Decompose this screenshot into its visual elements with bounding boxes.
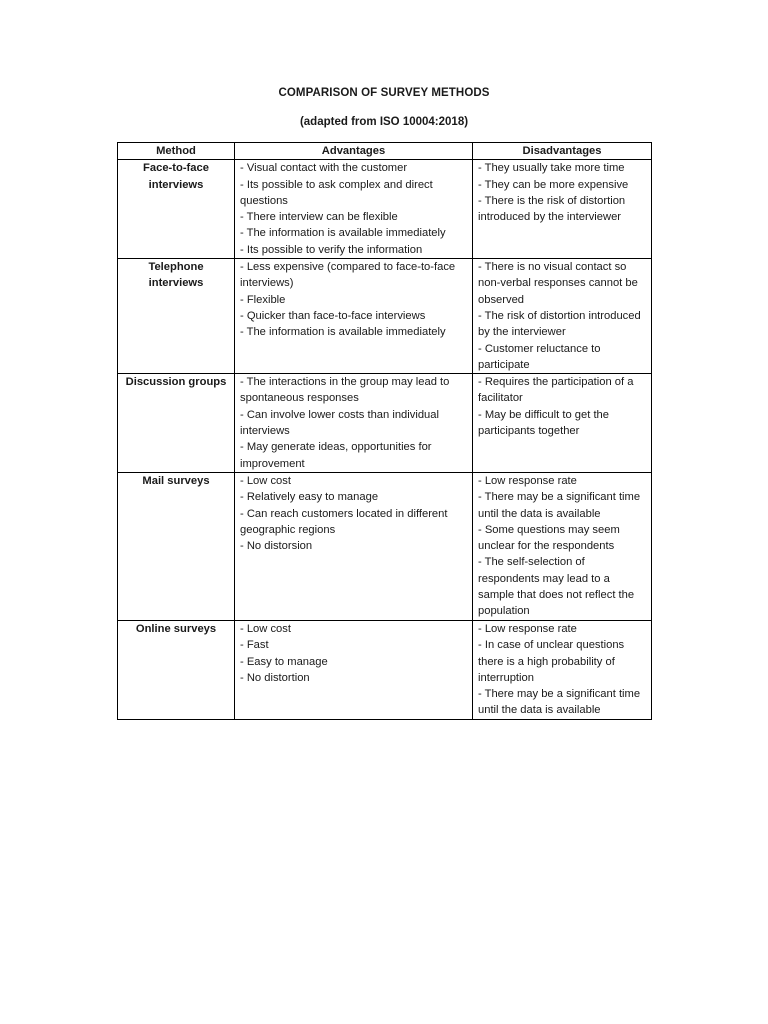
disadvantages-cell <box>473 160 652 259</box>
advantage-item: - Can reach customers located in different geographic regions <box>240 507 448 536</box>
document-title: COMPARISON OF SURVEY METHODS <box>278 87 490 99</box>
advantage-item: - The information is available immediately <box>240 227 446 240</box>
advantage-item: - Less expensive (compared to face-to-face interviews) <box>240 261 456 290</box>
disadvantage-item: - May be difficult to get the participants together <box>478 408 610 438</box>
disadvantage-item: - Low response rate <box>478 474 577 487</box>
advantage-item: - Fast <box>240 639 269 652</box>
advantage-item: - No distortion <box>240 671 310 684</box>
advantages-cell <box>235 472 473 620</box>
advantage-item: - There interview can be flexible <box>240 211 398 224</box>
advantage-item: - Relatively easy to manage <box>240 491 379 504</box>
table-row <box>118 259 652 374</box>
method-cell: Telephone interviews <box>118 259 235 374</box>
disadvantage-item: - They can be more expensive <box>478 178 629 191</box>
document-subtitle: (adapted from ISO 10004:2018) <box>299 116 469 128</box>
disadvantage-item: - The risk of distortion introduced by the interviewer <box>478 309 641 339</box>
disadvantage-item: - There is no visual contact so non-verbal responses cannot be observed <box>478 261 638 306</box>
header-disadvantages: Disadvantages <box>473 143 652 160</box>
method-cell: Mail surveys <box>118 472 235 620</box>
header-advantages: Advantages <box>235 143 473 160</box>
table-row <box>118 160 652 259</box>
advantage-item: - Flexible <box>240 293 286 306</box>
table-row <box>118 620 652 719</box>
advantage-item: - Quicker than face-to-face interviews <box>240 309 426 322</box>
advantage-item: - Easy to manage <box>240 655 328 668</box>
advantages-cell <box>235 259 473 374</box>
advantage-item: - No distorsion <box>240 540 313 553</box>
table-header-row <box>118 143 652 160</box>
advantage-item: - The interactions in the group may lead to spontaneous responses <box>240 376 450 405</box>
advantage-item: - Its possible to verify the information <box>240 243 423 256</box>
method-cell: Online surveys <box>118 620 235 719</box>
disadvantage-item: - They usually take more time <box>478 162 625 175</box>
disadvantage-item: - Some questions may seem unclear for the respondents <box>478 523 620 553</box>
advantage-item: - Visual contact with the customer <box>240 162 408 175</box>
method-cell: Discussion groups <box>118 374 235 473</box>
advantage-item: - Low cost <box>240 474 291 487</box>
advantage-item: - Its possible to ask complex and direct questions <box>240 178 433 207</box>
method-cell: Face-to-face interviews <box>118 160 235 259</box>
advantage-item: - The information is available immediately <box>240 326 446 339</box>
disadvantages-cell <box>473 259 652 374</box>
disadvantage-item: - There may be a significant time until the data is available <box>478 491 641 520</box>
table-body <box>118 160 652 719</box>
disadvantage-item: - Requires the participation of a facilitator <box>478 376 634 405</box>
advantages-cell <box>235 374 473 473</box>
advantage-item: - Can involve lower costs than individual interviews <box>240 408 439 438</box>
table-row <box>118 374 652 473</box>
table-row <box>118 472 652 620</box>
disadvantages-cell <box>473 374 652 473</box>
disadvantage-item: - Customer reluctance to participate <box>478 342 601 371</box>
advantage-item: - Low cost <box>240 622 291 635</box>
survey-methods-table <box>117 142 652 720</box>
advantages-cell <box>235 620 473 719</box>
advantage-item: - May generate ideas, opportunities for improvement <box>240 441 432 470</box>
disadvantage-item: - In case of unclear questions there is a high probability of interruption <box>478 639 625 684</box>
disadvantage-item: - There is the risk of distortion introduced by the interviewer <box>478 194 626 224</box>
disadvantage-item: - The self-selection of respondents may lead to a sample that does not reflect the population <box>478 556 635 618</box>
advantages-cell <box>235 160 473 259</box>
header-method: Method <box>118 143 235 160</box>
disadvantage-item: - Low response rate <box>478 622 577 635</box>
disadvantages-cell <box>473 472 652 620</box>
disadvantage-item: - There may be a significant time until the data is available <box>478 688 641 717</box>
disadvantages-cell <box>473 620 652 719</box>
